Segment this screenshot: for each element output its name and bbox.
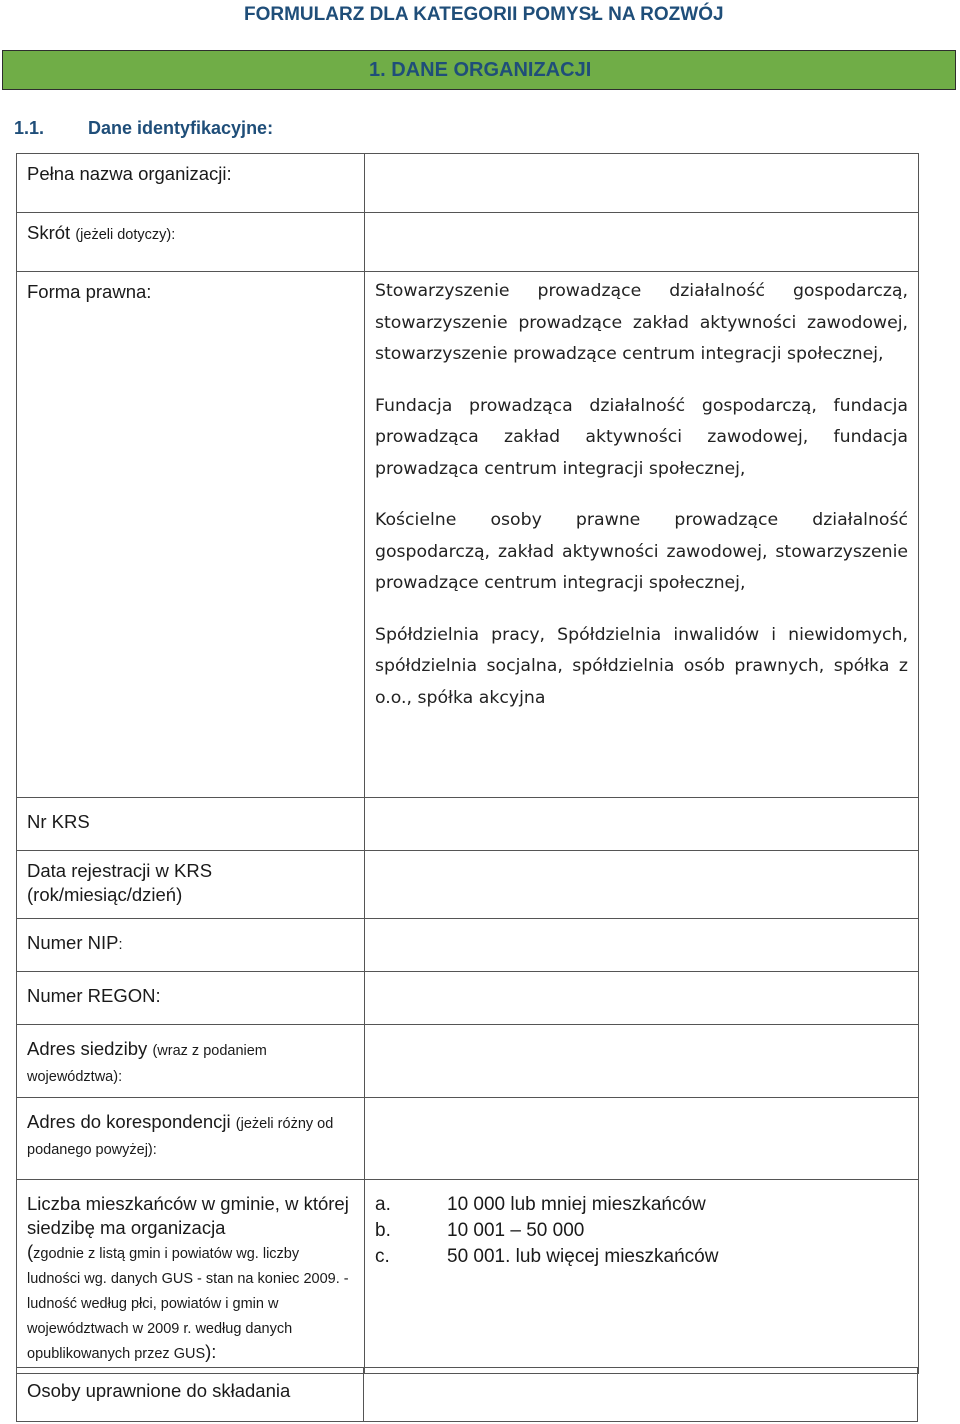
nip-field[interactable] <box>365 919 919 972</box>
correspondence-note: (jeżeli różny od podanego powyżej): <box>27 1116 334 1158</box>
form-title: FORMULARZ DLA KATEGORII POMYSŁ NA ROZWÓJ <box>244 4 724 25</box>
identification-table <box>16 153 919 1374</box>
section-banner <box>2 50 956 90</box>
address-label: Adres siedziby (wraz z podaniem województwa): <box>17 1025 365 1098</box>
short-name-field[interactable] <box>365 213 919 272</box>
short-name-label: Skrót (jeżeli dotyczy): <box>17 213 365 272</box>
row-short-name <box>17 213 919 272</box>
population-option-b[interactable]: b. 10 001 – 50 000 <box>375 1220 585 1241</box>
legal-form-option[interactable]: Kościelne osoby prawne prowadzące działalność gospodarczą, zakład aktywności zawodowej, stowarzyszenie prowadzące centrum integracji społecznej, <box>375 510 908 593</box>
address-field[interactable] <box>365 1025 919 1098</box>
legal-form-option[interactable]: Stowarzyszenie prowadzące działalność gospodarczą, stowarzyszenie prowadzące zakład aktywności zawodowej, stowarzyszenie prowadzące centrum integracji społecznej, <box>375 281 908 364</box>
authorized-persons-field[interactable] <box>363 1367 918 1422</box>
population-option-a[interactable]: a. 10 000 lub mniej mieszkańców <box>375 1194 706 1215</box>
population-option-c[interactable]: c. 50 001. lub więcej mieszkańców <box>375 1246 719 1267</box>
regon-field[interactable] <box>365 972 919 1025</box>
population-label: Liczba mieszkańców w gminie, w której siedzibę ma organizacja (zgodnie z listą gmin i powiatów wg. liczby ludności wg. danych GUS - stan na koniec 2009. - ludność według płci, powiatów i gmin w województwach w 2009 r. według danych opublikowanych przez GUS): <box>17 1180 365 1374</box>
row-regon <box>17 972 919 1025</box>
krs-label: Nr KRS <box>17 798 365 851</box>
legal-form-option[interactable]: Spółdzielnia pracy, Spółdzielnia inwalidów i niewidomych, spółdzielnia socjalna, spółdzielnia osób prawnych, spółka z o.o., spółka akcyjna <box>375 624 908 708</box>
nip-label: Numer NIP: <box>17 919 365 972</box>
row-legal-form <box>17 272 919 798</box>
row-krs <box>17 798 919 851</box>
banner-label: 1. DANE ORGANIZACJI <box>369 59 592 81</box>
population-options <box>365 1180 919 1374</box>
population-note: zgodnie z listą gmin i powiatów wg. liczby ludności wg. danych GUS - stan na koniec 2009. - ludność według płci, powiatów i gmin w województwach w 2009 r. według danych opublikowanych przez GUS <box>27 1246 349 1362</box>
legal-form-label: Forma prawna: <box>17 272 365 798</box>
row-nip <box>17 919 919 972</box>
legal-form-option[interactable]: Fundacja prowadząca działalność gospodarczą, fundacja prowadząca zakład aktywności zawodowej, fundacja prowadząca centrum integracji społecznej, <box>375 395 908 479</box>
row-population <box>17 1180 919 1374</box>
full-name-label: Pełna nazwa organizacji: <box>17 154 365 213</box>
row-address <box>17 1025 919 1098</box>
row-correspondence <box>17 1098 919 1180</box>
row-krs-date <box>17 851 919 919</box>
legal-form-options <box>365 272 919 798</box>
short-name-note: (jeżeli dotyczy): <box>75 227 176 243</box>
krs-date-label: Data rejestracji w KRS (rok/miesiąc/dzień) <box>17 851 365 919</box>
regon-label: Numer REGON: <box>17 972 365 1025</box>
address-note: (wraz z podaniem województwa): <box>27 1043 267 1085</box>
krs-field[interactable] <box>365 798 919 851</box>
section-number: 1.1. <box>14 118 45 138</box>
correspondence-label: Adres do korespondencji (jeżeli różny od podanego powyżej): <box>17 1098 365 1180</box>
section-title: Dane identyfikacyjne: <box>88 118 274 138</box>
krs-date-field[interactable] <box>365 851 919 919</box>
full-name-field[interactable] <box>365 154 919 213</box>
row-full-name <box>17 154 919 213</box>
correspondence-field[interactable] <box>365 1098 919 1180</box>
authorized-persons-label: Osoby uprawnione do składania <box>16 1367 364 1422</box>
